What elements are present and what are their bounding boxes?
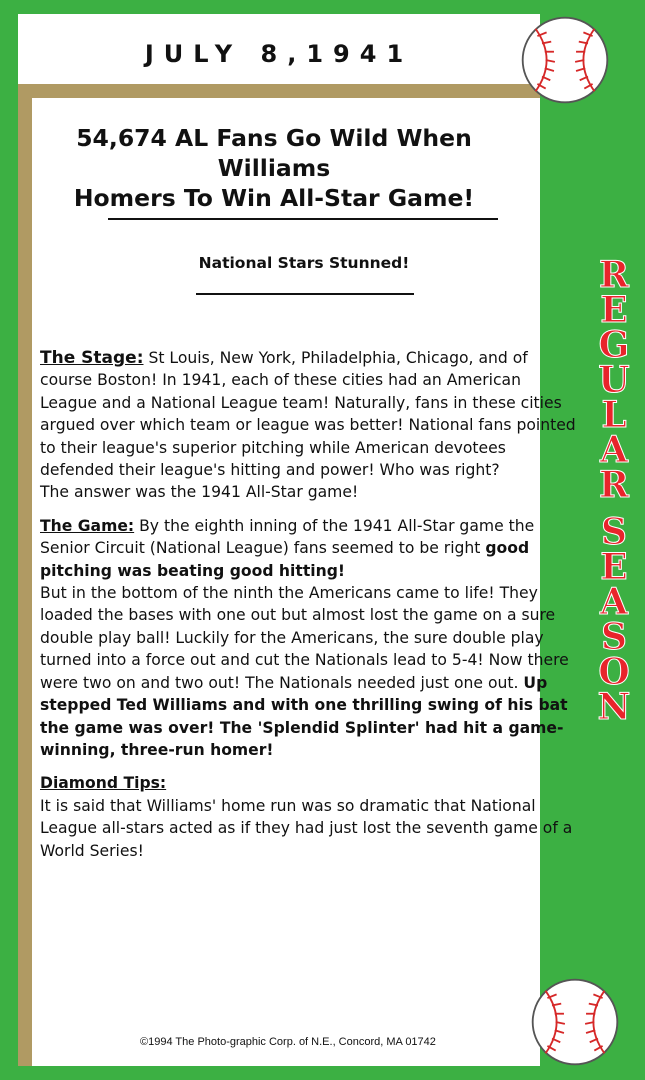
- baseball-icon: [529, 976, 621, 1068]
- headline-line-1: 54,674 AL Fans Go Wild When Williams: [76, 124, 472, 182]
- side-label-letter: L: [601, 394, 627, 436]
- game-text-2: But in the bottom of the ninth the Americans came to life! They loaded the bases with one out but almost lost the game on a sure double play ball! Luckily for the Americans, the sure double play turned into a force out and cut the Nationals lead to 5-4! Now there were two on and two out! The Nationals needed just one out.: [40, 584, 569, 692]
- side-label-letter: S: [601, 616, 627, 658]
- baseball-icon: [519, 14, 611, 106]
- side-label-letter: A: [600, 429, 628, 471]
- tips-text: It is said that Williams' home run was so dramatic that National League all-stars acted as if they had just lost the seventh game of a World Series!: [40, 796, 573, 860]
- game-label: The Game:: [40, 516, 135, 535]
- article-body: [40, 347, 580, 873]
- stage-label: The Stage:: [40, 348, 144, 368]
- side-label-text: [594, 254, 634, 728]
- copyright: ©1994 The Photo-graphic Corp. of N.E., Concord, MA 01742: [140, 1036, 436, 1048]
- side-label-letter: N: [597, 686, 631, 728]
- game-bold-2: Up stepped Ted Williams and with one thrilling swing of his bat the game was over! The 'Splendid Splinter' had hit a game-winning, three-run homer!: [40, 673, 568, 759]
- side-label-letter: R: [599, 254, 629, 296]
- side-label-letter: G: [598, 324, 630, 366]
- divider-rule-short: [196, 293, 414, 295]
- headline-line-2: Homers To Win All-Star Game!: [73, 184, 475, 212]
- side-label-letter: S: [601, 511, 627, 553]
- divider-rule: [108, 218, 498, 220]
- game-text-1: By the eighth inning of the 1941 All-Star game the Senior Circuit (National League) fans seemed to be right: [40, 516, 535, 558]
- headline: [24, 123, 524, 213]
- date-title: JULY 8,1941: [144, 40, 414, 68]
- side-label-letter: U: [598, 359, 630, 401]
- gold-trim-left: [18, 98, 32, 1066]
- game-paragraph: [40, 515, 580, 761]
- tips-paragraph: [40, 772, 580, 862]
- stage-paragraph: [40, 347, 580, 504]
- tips-label: Diamond Tips:: [40, 774, 167, 793]
- side-label-letter: R: [599, 464, 629, 506]
- stage-answer: The answer was the 1941 All-Star game!: [40, 483, 359, 502]
- side-label-letter: E: [600, 289, 628, 331]
- stage-text: St Louis, New York, Philadelphia, Chicago, and of course Boston! In 1941, each of these cities had an American League and a National League team! Naturally, fans in these cities argued over which team or league was better! National fans pointed to their league's superior pitching while American devotees defended their league's hitting and power! Who was right?: [40, 349, 576, 480]
- subheadline: National Stars Stunned!: [198, 254, 410, 272]
- side-label-letter: A: [600, 581, 628, 623]
- game-bold-1: good pitching was beating good hitting!: [40, 539, 530, 580]
- gold-trim-top: [18, 84, 540, 98]
- side-label-letter: E: [600, 546, 628, 588]
- side-label-letter: O: [598, 651, 630, 693]
- side-label: [594, 254, 634, 814]
